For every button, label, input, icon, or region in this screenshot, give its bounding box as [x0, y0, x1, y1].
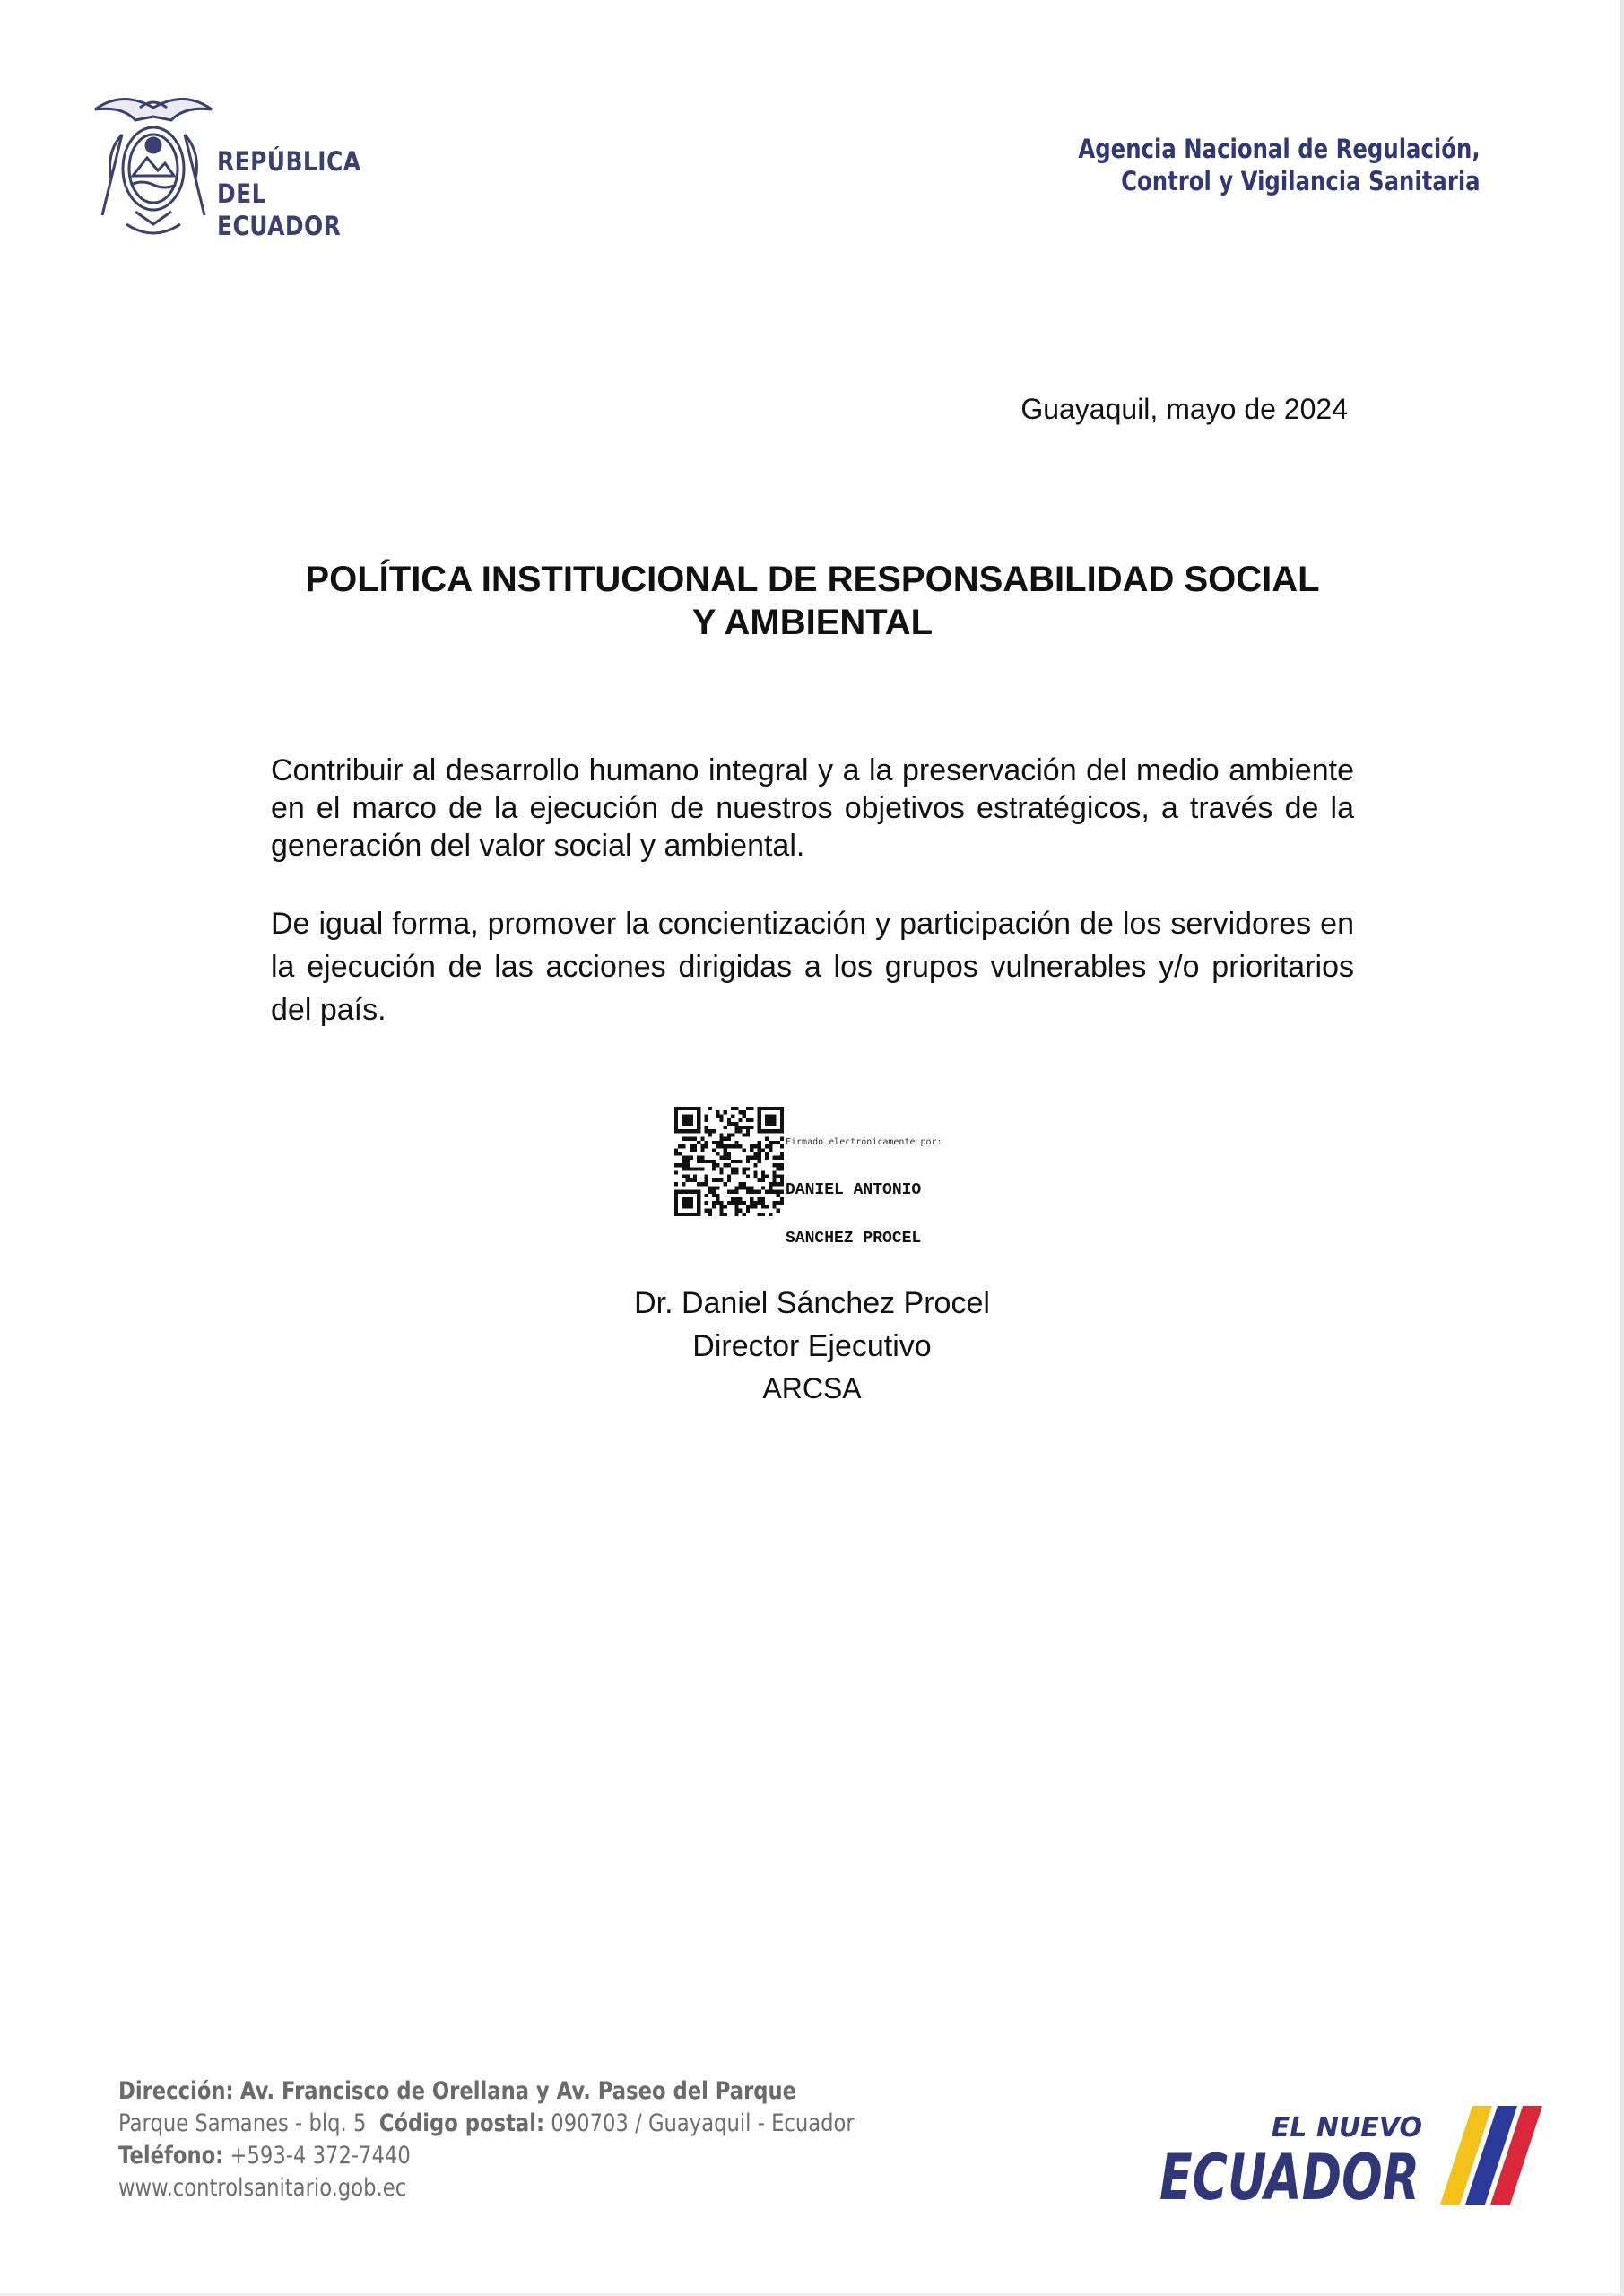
address-label: Dirección: [118, 2077, 234, 2105]
brand-line-2: ECUADOR [1159, 2141, 1420, 2214]
qr-code-icon [674, 1107, 784, 1216]
republic-logo [86, 90, 391, 247]
document-title [271, 558, 1354, 644]
republic-line-1: REPÚBLICA [217, 146, 361, 177]
phone-label: Teléfono: [118, 2142, 224, 2170]
paragraph-2: De igual forma, promover la concientización y participación de los servidores en la ejecución de las acciones dirigidas a los grupos vulnerables y/o prioritarios del país. [271, 907, 1354, 1027]
signer-line-2: SANCHEZ PROCEL [786, 1230, 922, 1248]
republic-line-2: DEL ECUADOR [217, 178, 342, 241]
agency-line-1: Agencia Nacional de Regulación, [1078, 134, 1481, 164]
agency-line-2: Control y Vigilancia Sanitaria [1121, 166, 1481, 196]
address-line-2: Parque Samanes - blq. 5 [118, 2109, 367, 2137]
address-value: Av. Francisco de Orellana y Av. Paseo del Parque [239, 2077, 797, 2105]
place-date: Guayaquil, mayo de 2024 [1020, 393, 1348, 425]
el-nuevo-ecuador-logo [1155, 2099, 1550, 2215]
footer-address [118, 2075, 855, 2108]
signer-role: Director Ejecutivo [692, 1329, 932, 1363]
title-line-2: Y AMBIENTAL [691, 603, 934, 642]
footer-phone [118, 2140, 855, 2172]
phone-value: +593-4 372-7440 [230, 2142, 411, 2170]
title-line-1: POLÍTICA INSTITUCIONAL DE RESPONSABILIDAD SOCIAL [305, 560, 1320, 599]
paragraph-1: Contribuir al desarrollo humano integral y a la preservación del medio ambiente en el marco de la ejecución de nuestros objetivos estratégicos, a través de la generación del valor social y ambiental. [271, 753, 1354, 863]
postal-value: 090703 / Guayaquil - Ecuador [551, 2109, 855, 2137]
website-link[interactable]: www.controlsanitario.gob.ec [118, 2174, 407, 2202]
signature-signer [786, 1150, 921, 1263]
footer-address-line-2 [118, 2108, 855, 2140]
agency-name [1079, 133, 1481, 197]
signer-org: ARCSA [762, 1372, 862, 1405]
signer-name: Dr. Daniel Sánchez Procel [634, 1286, 990, 1320]
page-edge [1620, 0, 1624, 2296]
brand-line-1: EL NUEVO [1271, 2112, 1422, 2144]
signature-caption: Firmado electrónicamente por: [786, 1137, 942, 1147]
republic-name [217, 145, 367, 242]
ecuador-coat-of-arms-icon [86, 90, 221, 242]
postal-label: Código postal: [378, 2109, 545, 2137]
footer-contact [118, 2075, 855, 2205]
signer-line-1: DANIEL ANTONIO [786, 1181, 922, 1199]
